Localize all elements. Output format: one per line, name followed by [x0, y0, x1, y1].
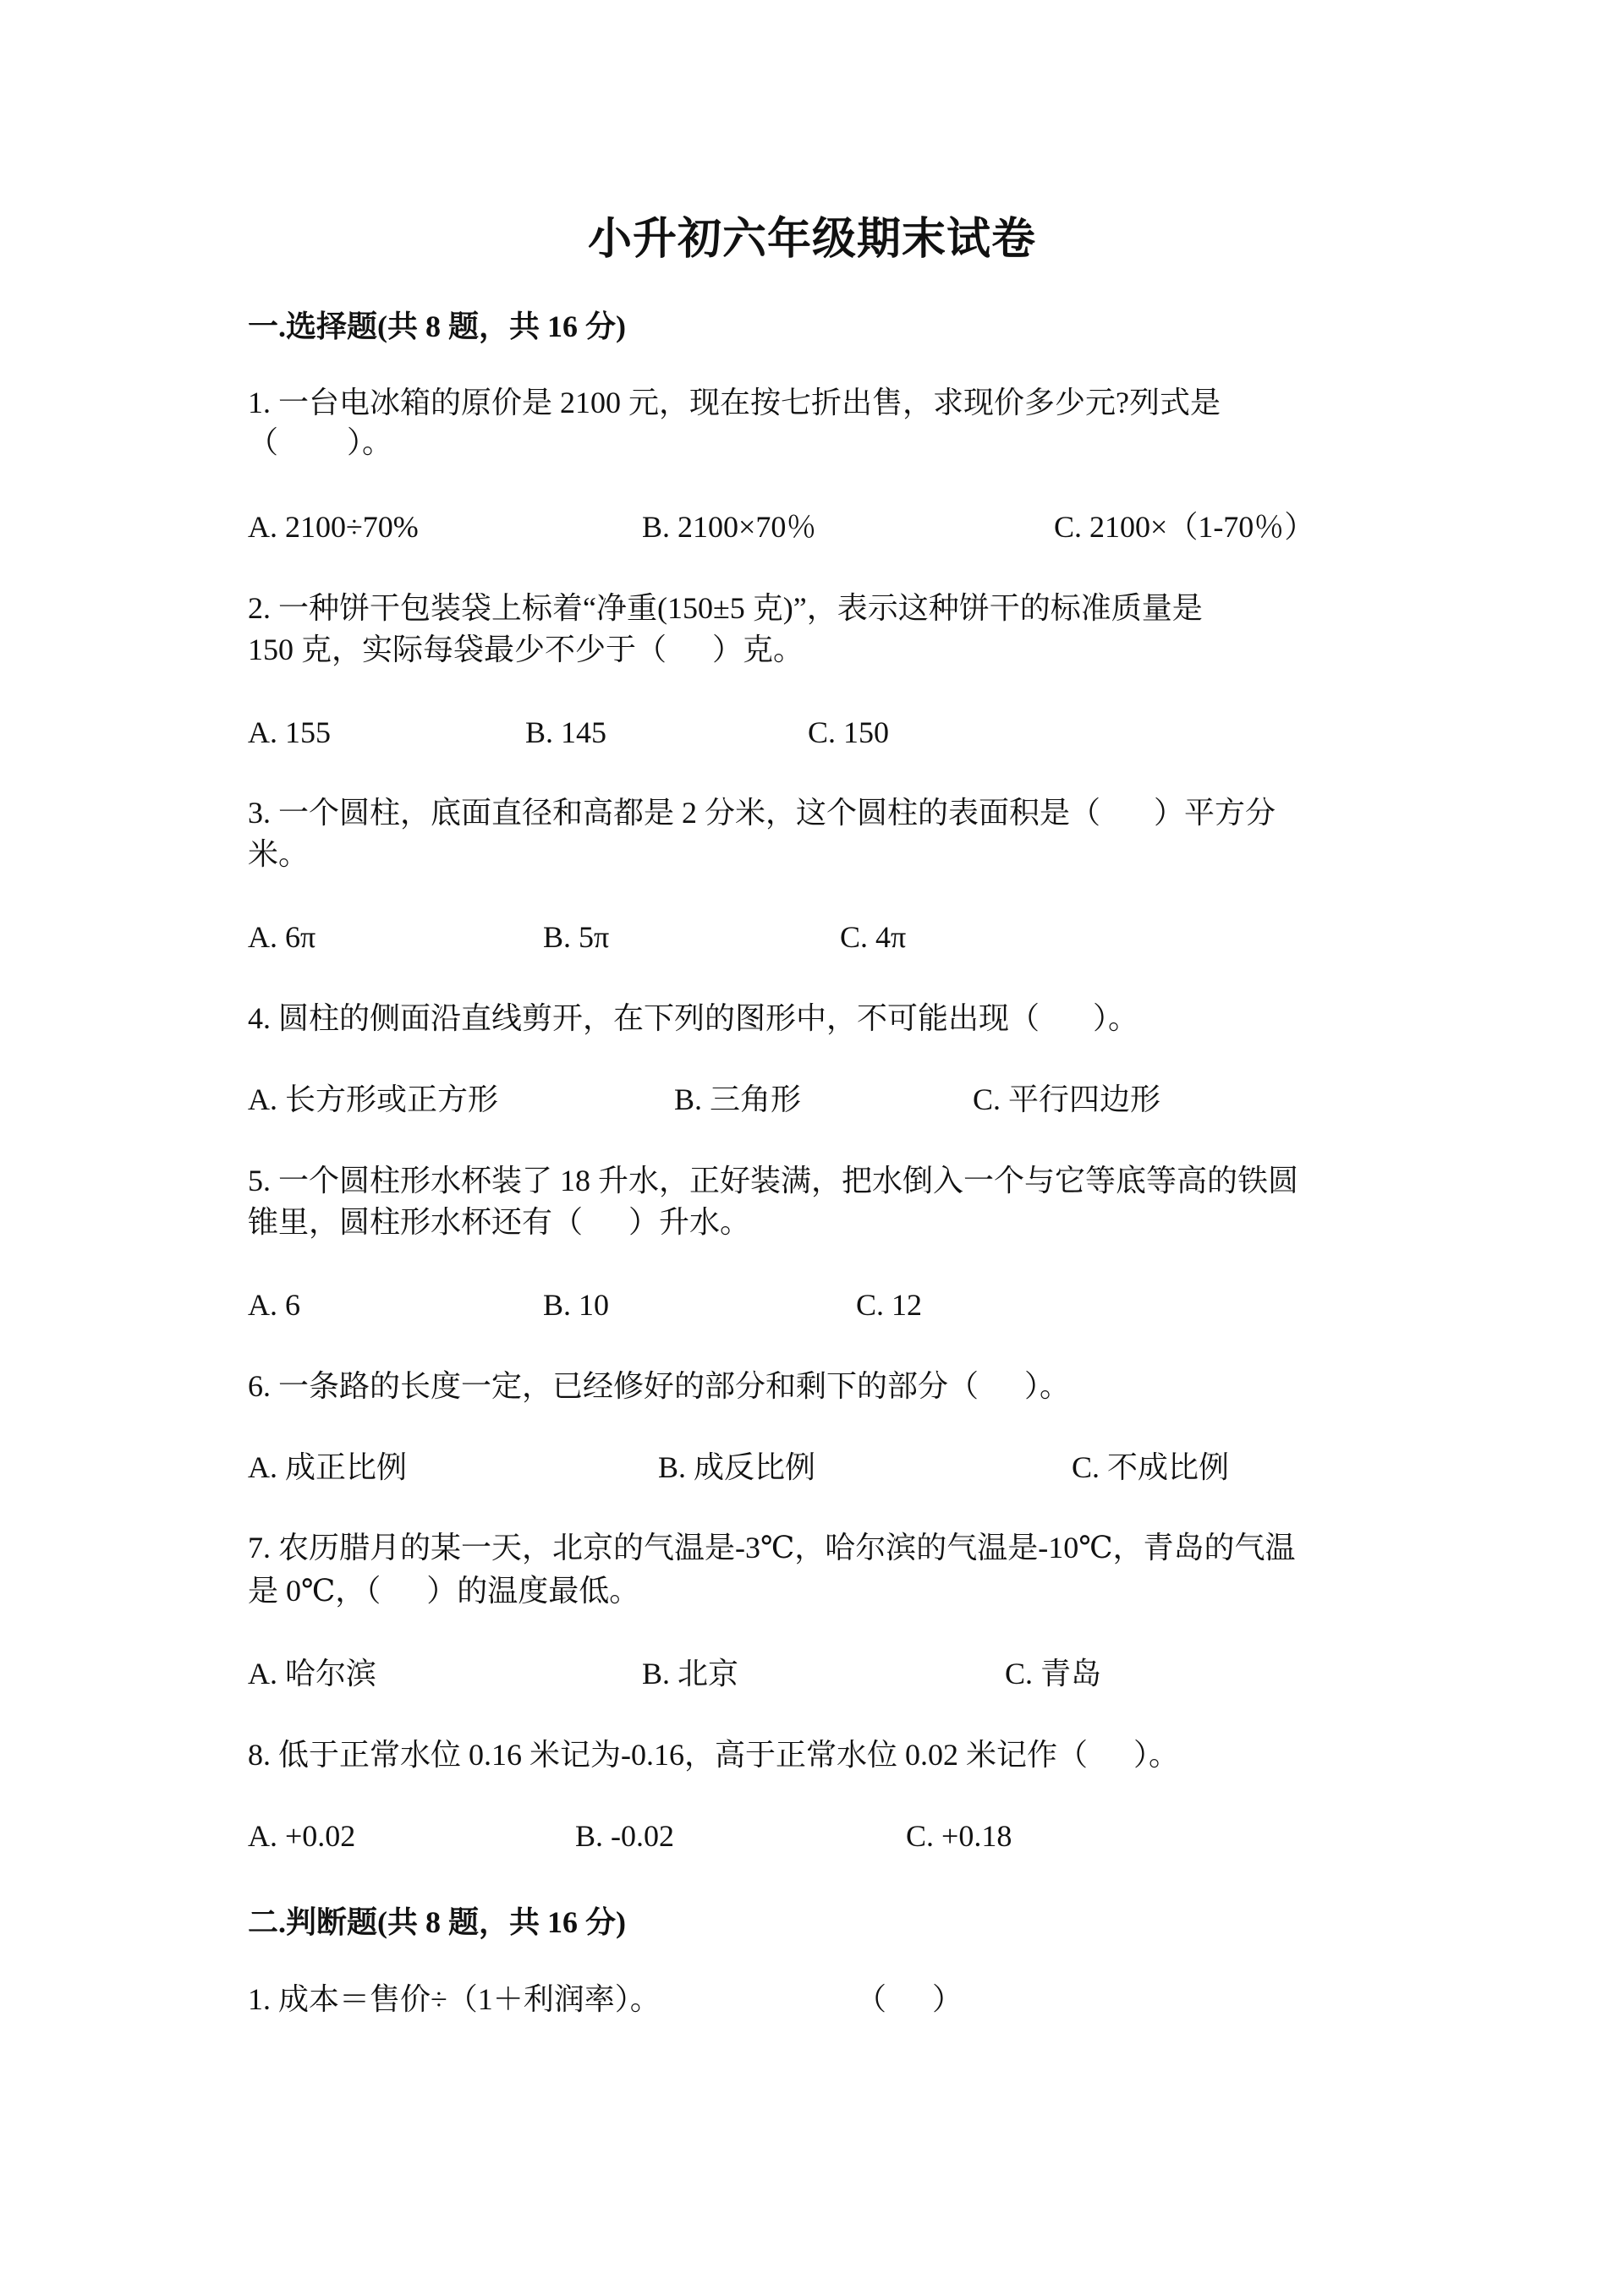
question-6-option-b: B. 成反比例	[658, 1450, 816, 1484]
question-7-line-1: 7. 农历腊月的某一天，北京的气温是-3℃，哈尔滨的气温是-10℃，青岛的气温	[248, 1531, 1296, 1564]
question-5-line-1: 5. 一个圆柱形水杯装了 18 升水，正好装满，把水倒入一个与它等底等高的铁圆	[248, 1164, 1299, 1197]
question-2-line-1: 2. 一种饼干包装袋上标着“净重(150±5 克)”，表示这种饼干的标准质量是	[248, 591, 1203, 625]
question-1-option-b: B. 2100×70％	[642, 510, 817, 544]
section-heading-choice: 一.选择题(共 8 题，共 16 分)	[248, 310, 626, 343]
question-5-option-b: B. 10	[543, 1288, 610, 1322]
question-7-option-b: B. 北京	[642, 1657, 739, 1690]
judgement-1-answer-blank: （ ）	[856, 1982, 963, 2016]
question-1-line-1: 1. 一台电冰箱的原价是 2100 元，现在按七折出售，求现价多少元?列式是	[248, 386, 1221, 419]
section-heading-judgement: 二.判断题(共 8 题，共 16 分)	[248, 1905, 626, 1939]
question-7-line-2: 是 0℃，（ ）的温度最低。	[248, 1574, 640, 1608]
question-3-option-c: C. 4π	[840, 920, 907, 954]
question-1-option-c: C. 2100×（1-70％）	[1054, 510, 1315, 544]
question-3-option-b: B. 5π	[543, 920, 610, 954]
question-4-option-c: C. 平行四边形	[973, 1082, 1161, 1116]
question-8-line-1: 8. 低于正常水位 0.16 米记为-0.16，高于正常水位 0.02 米记作（ ）。	[248, 1738, 1179, 1772]
question-2-option-c: C. 150	[808, 715, 890, 749]
question-8-option-b: B. -0.02	[575, 1819, 674, 1853]
question-4-option-a: A. 长方形或正方形	[248, 1082, 498, 1116]
question-4-line-1: 4. 圆柱的侧面沿直线剪开，在下列的图形中，不可能出现（ ）。	[248, 1001, 1139, 1035]
judgement-1-text: 1. 成本＝售价÷（1＋利润率）。	[248, 1982, 661, 2016]
question-6-option-c: C. 不成比例	[1072, 1450, 1230, 1484]
question-4-option-b: B. 三角形	[674, 1082, 802, 1116]
question-8-option-a: A. +0.02	[248, 1819, 356, 1853]
question-5-line-2: 锥里，圆柱形水杯还有（ ）升水。	[248, 1205, 751, 1239]
question-2-option-a: A. 155	[248, 715, 331, 749]
question-8-option-c: C. +0.18	[906, 1819, 1012, 1853]
question-2-line-2: 150 克，实际每袋最少不少于（ ）克。	[248, 633, 804, 666]
question-5-option-a: A. 6	[248, 1288, 300, 1322]
question-6-option-a: A. 成正比例	[248, 1450, 407, 1484]
question-7-option-c: C. 青岛	[1005, 1657, 1102, 1690]
question-6-line-1: 6. 一条路的长度一定，已经修好的部分和剩下的部分（ ）。	[248, 1369, 1071, 1403]
question-5-option-c: C. 12	[856, 1288, 923, 1322]
question-3-option-a: A. 6π	[248, 920, 316, 954]
question-3-line-2: 米。	[248, 837, 310, 871]
question-7-option-a: A. 哈尔滨	[248, 1657, 376, 1690]
question-3-line-1: 3. 一个圆柱，底面直径和高都是 2 分米，这个圆柱的表面积是（ ）平方分	[248, 796, 1276, 830]
question-1-option-a: A. 2100÷70%	[248, 510, 419, 544]
page-title: 小升初六年级期末试卷	[587, 216, 1036, 264]
question-1-line-2: （ ）。	[248, 425, 393, 459]
question-2-option-b: B. 145	[525, 715, 607, 749]
